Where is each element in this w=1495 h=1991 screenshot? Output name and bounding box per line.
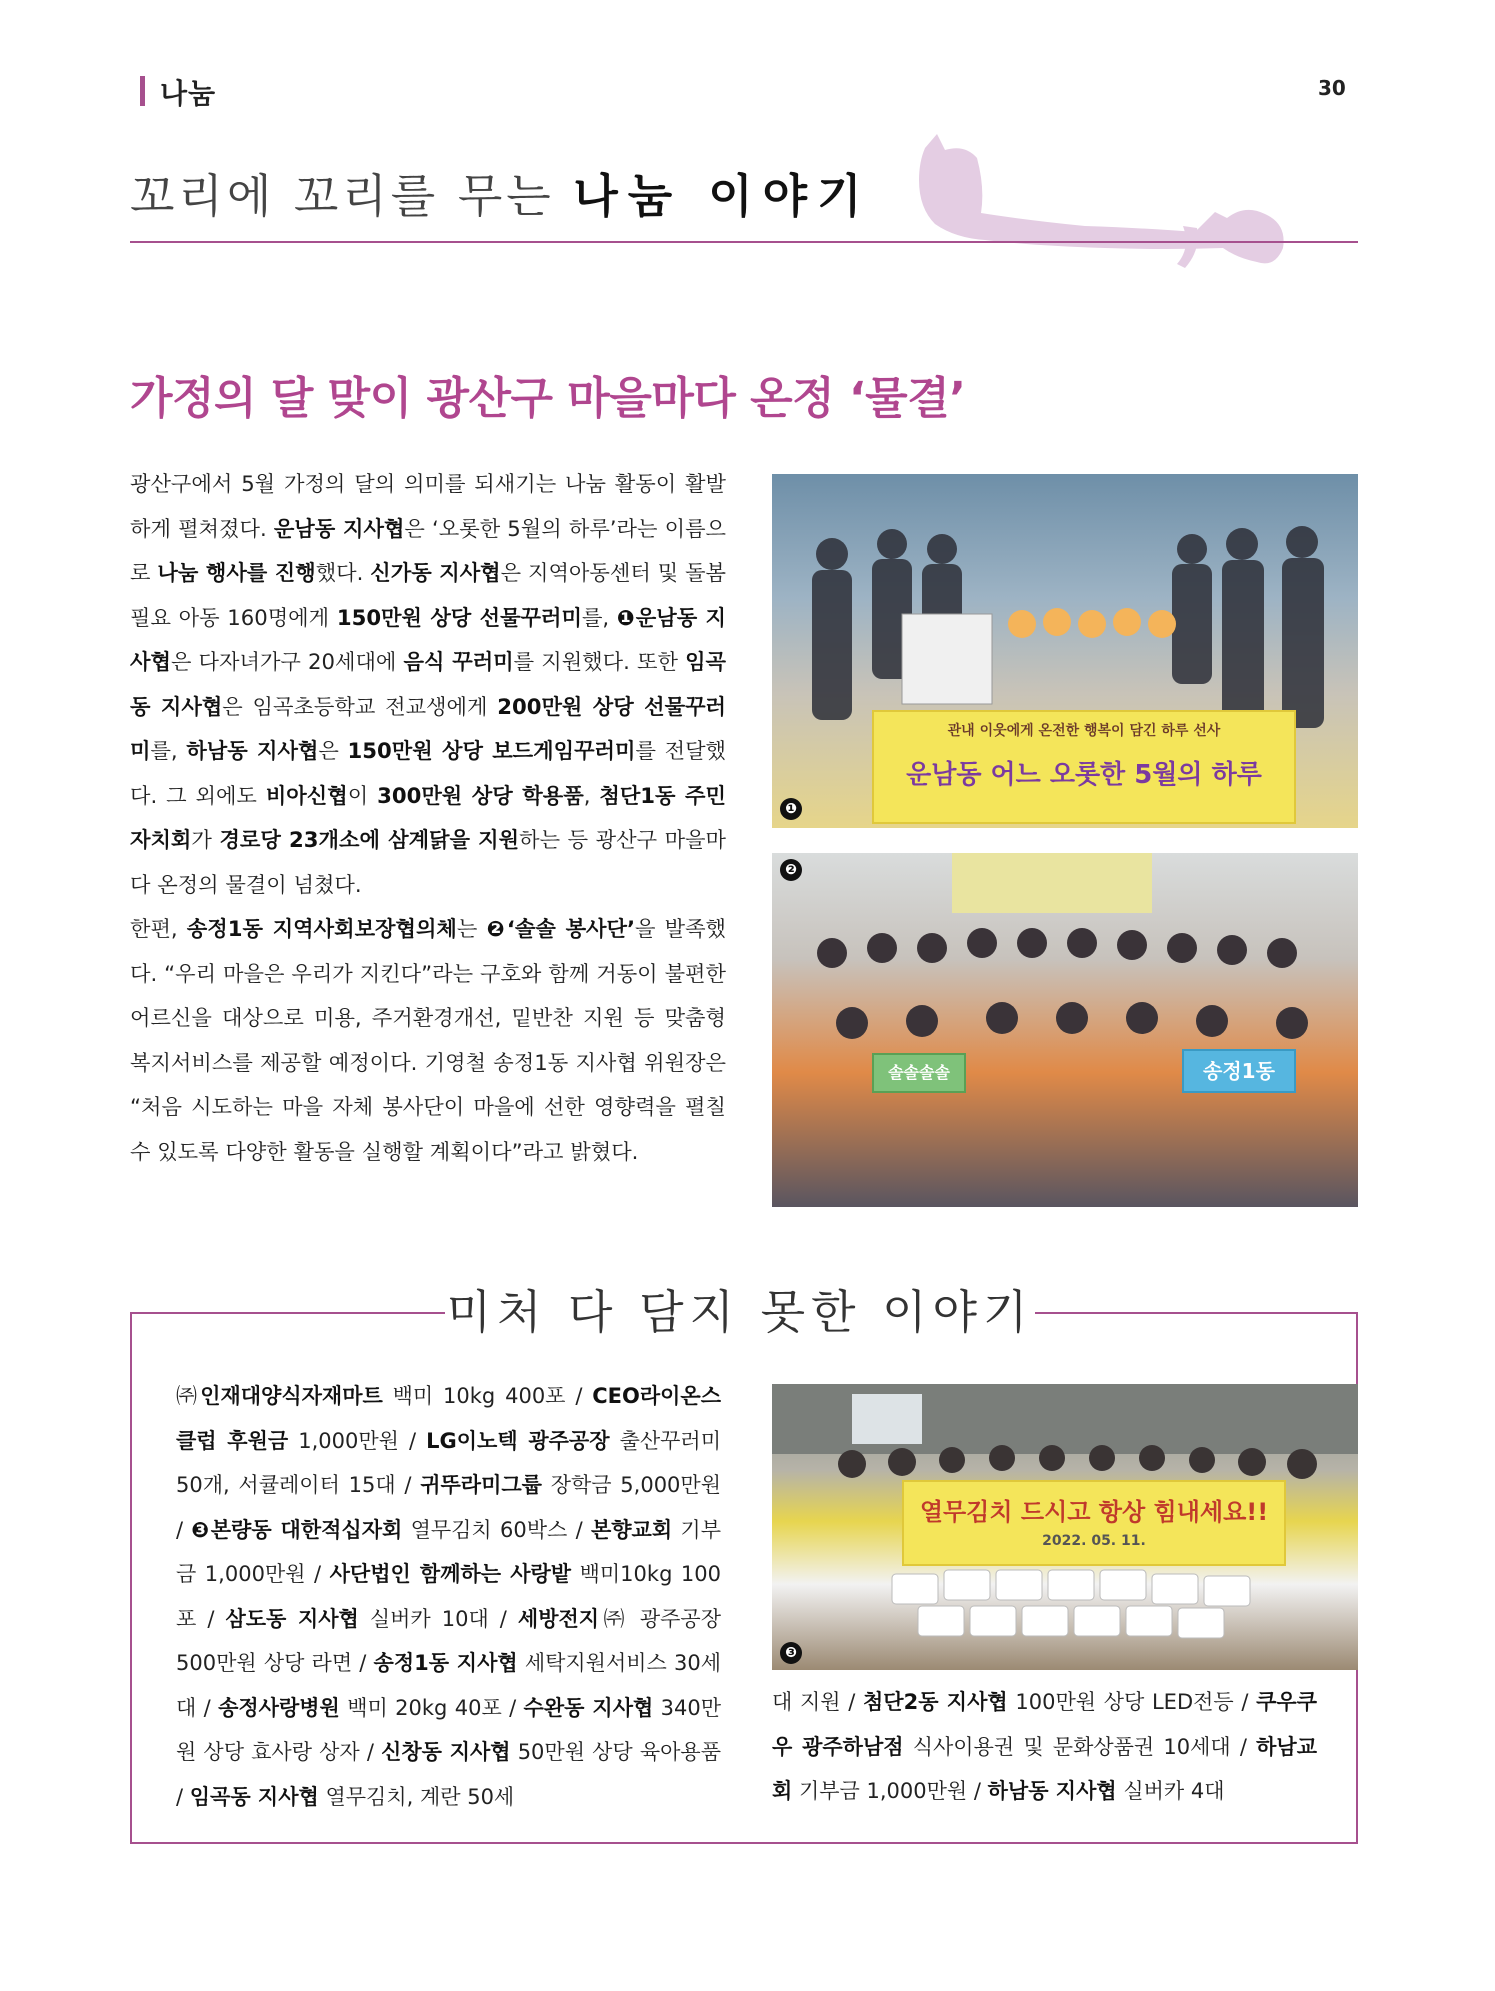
- cat-silhouette-icon: [915, 128, 1295, 278]
- donation-detail: 대 지원 /: [772, 1690, 864, 1714]
- series-banner-bold: 나눔 이야기: [573, 169, 872, 223]
- page-number: 30: [1318, 76, 1346, 100]
- section-name: 나눔: [160, 77, 217, 110]
- donation-detail: ㈜ 광주공장 500만원 상당 라면 /: [176, 1606, 721, 1675]
- donation-detail: 출산꾸러미 50개, 서큘레이터 15대 /: [176, 1428, 722, 1497]
- article-emphasis: 임곡동 지사협: [130, 649, 726, 719]
- article-text: 은 ‘오롯한 5월의 하루’라는 이름으로: [130, 515, 727, 585]
- event-banner: [872, 710, 1296, 824]
- donor-name: 쿠우쿠우 광주하남점: [772, 1690, 1317, 1759]
- article-text: 는: [456, 916, 487, 941]
- article-text: 를 지원했다. 또한: [513, 649, 686, 674]
- donation-detail: 열무김치, 계란 50세: [318, 1784, 515, 1809]
- event-banner-small: 관내 이웃에게 온전한 행복이 담긴 하루 선사: [947, 723, 1221, 739]
- donation-detail: 세탁지원서비스 30세대 /: [176, 1651, 721, 1720]
- article-emphasis: 하남동 지사협: [186, 738, 319, 763]
- article-text: 가: [191, 827, 220, 852]
- donor-name: 임곡동 지사협: [189, 1784, 319, 1809]
- article-emphasis: 송정1동 지역사회보장협의체: [186, 916, 457, 941]
- article-text: 를,: [150, 738, 187, 763]
- donor-name: 본향교회: [590, 1517, 673, 1542]
- donor-name: CEO라이온스클럽 후원금: [176, 1384, 722, 1453]
- article-text: 를,: [581, 604, 617, 630]
- section-marker: [140, 76, 145, 106]
- event-banner-main: 운남동 어느 오롯한 5월의 하루: [906, 760, 1262, 790]
- article-text: 한편,: [130, 916, 187, 941]
- donor-name: 하남동 지사협: [987, 1779, 1117, 1803]
- donor-name: 송정1동 지사협: [373, 1651, 518, 1675]
- article-text: 를 전달했다. 그 외에도: [130, 738, 727, 808]
- article-text: 광산구에서 5월 가정의 달의 의미를 되새기는 나눔 활동이 활발하게 펼쳐졌다.: [130, 471, 726, 541]
- article-text: 을 발족했다. “우리 마을은 우리가 지킨다”라는 구호와 함께 거동이 불편한 어르신을 대상으로 미용, 주거환경개선, 밑반찬 지원 등 맞춤형 복지서비스를 제공할 예정이다. 기영철 송정1동 지사협 위원장은 “처음 시도하는 마을 자체 봉사단이 마을에 선한 영향력을 펼칠 수 있도록 다양한 활동을 실행할 계획이다”라고 밝혔다.: [130, 916, 727, 1164]
- series-banner-light: 꼬리에 꼬리를 무는: [130, 169, 555, 223]
- donor-name: 귀뚜라미그룹: [420, 1473, 542, 1497]
- photo-unnam-event: [772, 474, 1358, 828]
- photo-number-2: ❷: [780, 859, 802, 881]
- donation-detail: 기부금 1,000만원 /: [792, 1779, 988, 1803]
- article-emphasis: 운남동 지사협: [273, 515, 405, 541]
- donation-detail: 백미 20kg 40포 /: [339, 1695, 524, 1720]
- donation-detail: 실버카 4대: [1116, 1779, 1225, 1803]
- donation-detail: 백미10kg 100포 /: [176, 1562, 722, 1631]
- article-emphasis: 나눔 행사를 진행: [157, 560, 316, 585]
- article-text: ,: [583, 782, 600, 808]
- article-emphasis: ❷‘솔솔 봉사단’: [486, 916, 636, 941]
- article-emphasis: 300만원 상당 학용품: [377, 782, 584, 808]
- donor-name: 사단법인 함께하는 사랑밭: [329, 1562, 572, 1586]
- article-text: 은: [318, 738, 348, 763]
- donor-name: 송정사랑병원: [218, 1695, 340, 1720]
- article-emphasis: ❶운남동 지사협: [130, 604, 727, 674]
- donor-name: 인재대양식자재마트: [200, 1384, 383, 1408]
- article-emphasis: 첨단1동 주민자치회: [130, 782, 726, 852]
- article-text: 은 다자녀가구 20세대에: [170, 649, 404, 674]
- box-title: 미처 다 담지 못한 이야기: [446, 1285, 1034, 1339]
- article-text: 은 지역아동센터 및 돌봄 필요 아동 160명에게: [130, 560, 726, 630]
- donation-detail: 1,000만원 /: [288, 1428, 427, 1453]
- donor-name: 첨단2동 지사협: [863, 1690, 1008, 1714]
- banner-underline: [130, 241, 1358, 243]
- article-emphasis: 200만원 상당 선물꾸러미: [130, 693, 727, 763]
- donor-name: LG이노텍 광주공장: [426, 1428, 610, 1453]
- donor-name: 하남교회: [772, 1734, 1317, 1803]
- photo-kimchi-donation: [772, 1384, 1358, 1670]
- article-body: [130, 462, 726, 1174]
- donation-detail: 열무김치 60박스 /: [402, 1517, 591, 1542]
- article-headline: 가정의 달 맞이 광산구 마을마다 온정 ‘물결’: [130, 373, 966, 424]
- article-text: 이: [347, 782, 378, 808]
- sign-songjeong1: 송정1동: [1182, 1049, 1296, 1093]
- photo-group-icon: [772, 853, 1358, 1207]
- donation-detail: 50만원 상당 육아용품 /: [176, 1740, 721, 1809]
- donor-name: 세방전지: [517, 1606, 600, 1631]
- photo-number-3: ❸: [780, 1642, 802, 1664]
- donation-detail: 340만원 상당 효사랑 상자 /: [176, 1695, 722, 1764]
- article-emphasis: 비아신협: [265, 782, 348, 808]
- kimchi-banner-date: 2022. 05. 11.: [1042, 1533, 1146, 1549]
- donation-detail: 100만원 상당 LED전등 /: [1007, 1690, 1257, 1714]
- article-text: 했다.: [315, 560, 371, 585]
- donation-detail: 장학금 5,000만원 /: [176, 1473, 721, 1542]
- article-emphasis: 150만원 상당 선물꾸러미: [336, 604, 582, 630]
- article-text: 하는 등 광산구 마을마다 온정의 물결이 넘쳤다.: [130, 827, 726, 897]
- donation-detail: 실버카 10대 /: [358, 1606, 518, 1631]
- article-emphasis: 150만원 상당 보드게임꾸러미: [347, 738, 636, 763]
- donation-detail: 기부금 1,000만원 /: [176, 1517, 721, 1586]
- article-emphasis: 신가동 지사협: [370, 560, 501, 585]
- donation-detail: 백미 10kg 400포 /: [382, 1384, 593, 1408]
- series-banner: [130, 160, 872, 226]
- kimchi-banner-main: 열무김치 드시고 항상 힘내세요!!: [919, 1498, 1269, 1526]
- donor-name: 수완동 지사협: [523, 1695, 654, 1720]
- article-emphasis: 음식 꾸러미: [403, 649, 514, 674]
- donation-detail: 식사이용권 및 문화상품권 10세대 /: [903, 1734, 1257, 1759]
- donation-detail: ㈜: [176, 1384, 201, 1408]
- donor-name: 신창동 지사협: [381, 1740, 511, 1764]
- photo-number-1: ❶: [780, 798, 802, 820]
- sign-solsol: 솔솔솔솔: [872, 1053, 966, 1093]
- donor-name: 삼도동 지사협: [225, 1606, 359, 1631]
- article-text: 은 임곡초등학교 전교생에게: [222, 693, 498, 719]
- donation-list-left: [176, 1374, 721, 1819]
- donation-list-right: [772, 1680, 1317, 1814]
- article-emphasis: 경로당 23개소에 삼계닭을 지원: [219, 827, 520, 852]
- kimchi-banner: [902, 1480, 1286, 1566]
- photo-solsol-volunteers: [772, 853, 1358, 1207]
- donor-name: ❸본량동 대한적십자회: [191, 1517, 403, 1542]
